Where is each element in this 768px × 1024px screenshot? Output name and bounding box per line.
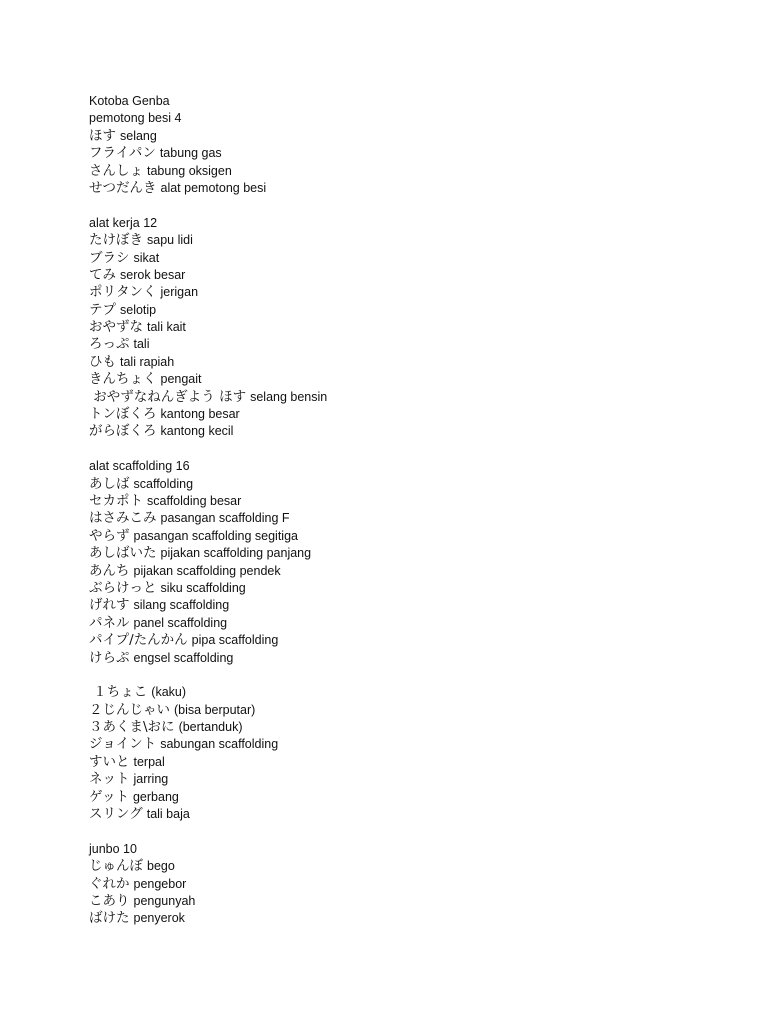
indonesian-meaning: alat pemotong besi xyxy=(160,180,267,195)
vocabulary-entry xyxy=(89,736,327,753)
japanese-term: ひも xyxy=(89,353,116,370)
indonesian-meaning: engsel scaffolding xyxy=(133,650,234,665)
japanese-term: がらぼくろ xyxy=(89,423,157,440)
japanese-term: はさみこみ xyxy=(89,510,157,527)
indonesian-meaning: bego xyxy=(147,859,175,874)
japanese-term: ジョイント xyxy=(89,736,157,753)
indonesian-meaning: jarring xyxy=(133,772,169,787)
section-heading: alat scaffolding 16 xyxy=(89,459,190,474)
japanese-term: フライパン xyxy=(89,145,156,162)
vocabulary-entry xyxy=(89,858,327,875)
vocabulary-entry xyxy=(89,528,327,545)
japanese-term: てみ xyxy=(89,266,116,283)
japanese-term: パネル xyxy=(89,614,130,631)
indonesian-meaning: pasangan scaffolding F xyxy=(160,511,290,526)
vocabulary-entry xyxy=(89,302,327,319)
japanese-term: こあり xyxy=(89,892,130,909)
japanese-term: おやずなねんぎよう ほす xyxy=(89,388,247,405)
indonesian-meaning: jerigan xyxy=(160,285,199,300)
indonesian-meaning: scaffolding besar xyxy=(147,493,242,508)
japanese-term: ネット xyxy=(89,771,130,788)
document-body xyxy=(89,93,327,928)
indonesian-meaning: tali kait xyxy=(147,320,186,335)
vocabulary-entry xyxy=(89,806,327,823)
vocabulary-entry xyxy=(89,493,327,510)
section-spacer xyxy=(89,823,327,840)
japanese-term: せつだんき xyxy=(89,179,157,196)
vocabulary-entry xyxy=(89,354,327,371)
indonesian-meaning: silang scaffolding xyxy=(133,598,230,613)
vocabulary-entry xyxy=(89,476,327,493)
vocabulary-entry xyxy=(89,389,327,406)
section-spacer xyxy=(89,197,327,214)
japanese-term: ポリタンく xyxy=(89,284,157,301)
vocabulary-section xyxy=(89,215,327,441)
japanese-term: ぐれか xyxy=(89,875,130,892)
indonesian-meaning: pengunyah xyxy=(133,893,196,908)
japanese-term: パイプ/たんかん xyxy=(89,632,188,649)
indonesian-meaning: (kaku) xyxy=(151,685,187,700)
vocabulary-entry xyxy=(89,684,327,701)
indonesian-meaning: tabung gas xyxy=(159,146,222,161)
japanese-term: ぶらけっと xyxy=(89,579,157,596)
japanese-term: すいと xyxy=(89,753,130,770)
vocabulary-entry xyxy=(89,563,327,580)
japanese-term: ３あくま\おに xyxy=(89,719,175,736)
indonesian-meaning: panel scaffolding xyxy=(133,615,228,630)
indonesian-meaning: terpal xyxy=(133,754,165,769)
section-spacer xyxy=(89,667,327,684)
vocabulary-entry xyxy=(89,702,327,719)
indonesian-meaning: pipa scaffolding xyxy=(191,633,279,648)
indonesian-meaning: tali baja xyxy=(146,807,190,822)
indonesian-meaning: tali xyxy=(133,337,150,352)
indonesian-meaning: scaffolding xyxy=(133,476,194,491)
indonesian-meaning: (bisa berputar) xyxy=(174,702,256,717)
vocabulary-entry xyxy=(89,580,327,597)
indonesian-meaning: sapu lidi xyxy=(147,233,193,248)
japanese-term: スリング xyxy=(89,806,143,823)
indonesian-meaning: sabungan scaffolding xyxy=(160,737,279,752)
japanese-term: あしばいた xyxy=(89,545,157,562)
japanese-term: ばけた xyxy=(89,910,130,927)
section-heading: pemotong besi 4 xyxy=(89,111,182,126)
vocabulary-entry xyxy=(89,719,327,736)
vocabulary-entry xyxy=(89,232,327,249)
vocabulary-section xyxy=(89,684,327,823)
japanese-term: じゅんぼ xyxy=(89,858,143,875)
indonesian-meaning: kantong besar xyxy=(160,407,240,422)
indonesian-meaning: pasangan scaffolding segitiga xyxy=(133,528,298,543)
japanese-term: ゲット xyxy=(89,788,129,805)
indonesian-meaning: pijakan scaffolding pendek xyxy=(133,563,281,578)
indonesian-meaning: pengebor xyxy=(133,876,187,891)
vocabulary-entry xyxy=(89,406,327,423)
vocabulary-section xyxy=(89,110,327,197)
document-title: Kotoba Genba xyxy=(89,94,170,108)
japanese-term: さんしょ xyxy=(89,162,143,179)
section-spacer xyxy=(89,441,327,458)
japanese-term: ２じんじゃい xyxy=(89,701,170,718)
japanese-term: おやずな xyxy=(89,319,143,336)
section-heading: alat kerja 12 xyxy=(89,215,158,230)
vocabulary-entry xyxy=(89,163,327,180)
indonesian-meaning: sikat xyxy=(133,250,160,265)
vocabulary-entry xyxy=(89,632,327,649)
vocabulary-section xyxy=(89,841,327,928)
japanese-term: ほす xyxy=(89,127,116,144)
vocabulary-entry xyxy=(89,754,327,771)
indonesian-meaning: serok besar xyxy=(120,267,186,282)
japanese-term: きんちょく xyxy=(89,371,157,388)
japanese-term: げれす xyxy=(89,597,130,614)
indonesian-meaning: pijakan scaffolding panjang xyxy=(160,546,312,561)
vocabulary-entry xyxy=(89,545,327,562)
vocabulary-entry xyxy=(89,876,327,893)
vocabulary-entry xyxy=(89,650,327,667)
japanese-term: ブラシ xyxy=(89,249,130,266)
indonesian-meaning: selang bensin xyxy=(250,389,328,404)
indonesian-meaning: selotip xyxy=(120,302,157,317)
section-heading: junbo 10 xyxy=(89,841,137,856)
vocabulary-entry xyxy=(89,789,327,806)
indonesian-meaning: (bertanduk) xyxy=(178,720,243,735)
vocabulary-entry xyxy=(89,284,327,301)
vocabulary-entry xyxy=(89,893,327,910)
indonesian-meaning: tabung oksigen xyxy=(147,163,232,178)
vocabulary-entry xyxy=(89,267,327,284)
japanese-term: たけぼき xyxy=(89,232,143,249)
japanese-term: テプ xyxy=(89,301,116,318)
indonesian-meaning: penyerok xyxy=(133,911,185,926)
indonesian-meaning: gerbang xyxy=(132,789,179,804)
vocabulary-entry xyxy=(89,319,327,336)
japanese-term: セカポト xyxy=(89,492,143,509)
indonesian-meaning: siku scaffolding xyxy=(160,580,246,595)
indonesian-meaning: kantong kecil xyxy=(160,424,234,439)
vocabulary-entry xyxy=(89,771,327,788)
vocabulary-sections xyxy=(89,110,327,927)
japanese-term: １ちょこ xyxy=(89,684,148,701)
vocabulary-section xyxy=(89,458,327,667)
vocabulary-entry xyxy=(89,510,327,527)
vocabulary-entry xyxy=(89,597,327,614)
indonesian-meaning: tali rapiah xyxy=(120,354,175,369)
indonesian-meaning: selang xyxy=(120,128,157,143)
japanese-term: あしば xyxy=(89,475,130,492)
vocabulary-entry xyxy=(89,371,327,388)
japanese-term: やらず xyxy=(89,527,130,544)
indonesian-meaning: pengait xyxy=(160,372,202,387)
vocabulary-entry xyxy=(89,336,327,353)
vocabulary-entry xyxy=(89,180,327,197)
japanese-term: ろっぷ xyxy=(89,336,130,353)
vocabulary-entry xyxy=(89,250,327,267)
vocabulary-entry xyxy=(89,145,327,162)
vocabulary-entry xyxy=(89,910,327,927)
vocabulary-entry xyxy=(89,615,327,632)
japanese-term: あんち xyxy=(89,562,130,579)
japanese-term: けらぷ xyxy=(89,649,130,666)
vocabulary-entry xyxy=(89,128,327,145)
japanese-term: トンぼくろ xyxy=(89,406,157,423)
vocabulary-entry xyxy=(89,423,327,440)
